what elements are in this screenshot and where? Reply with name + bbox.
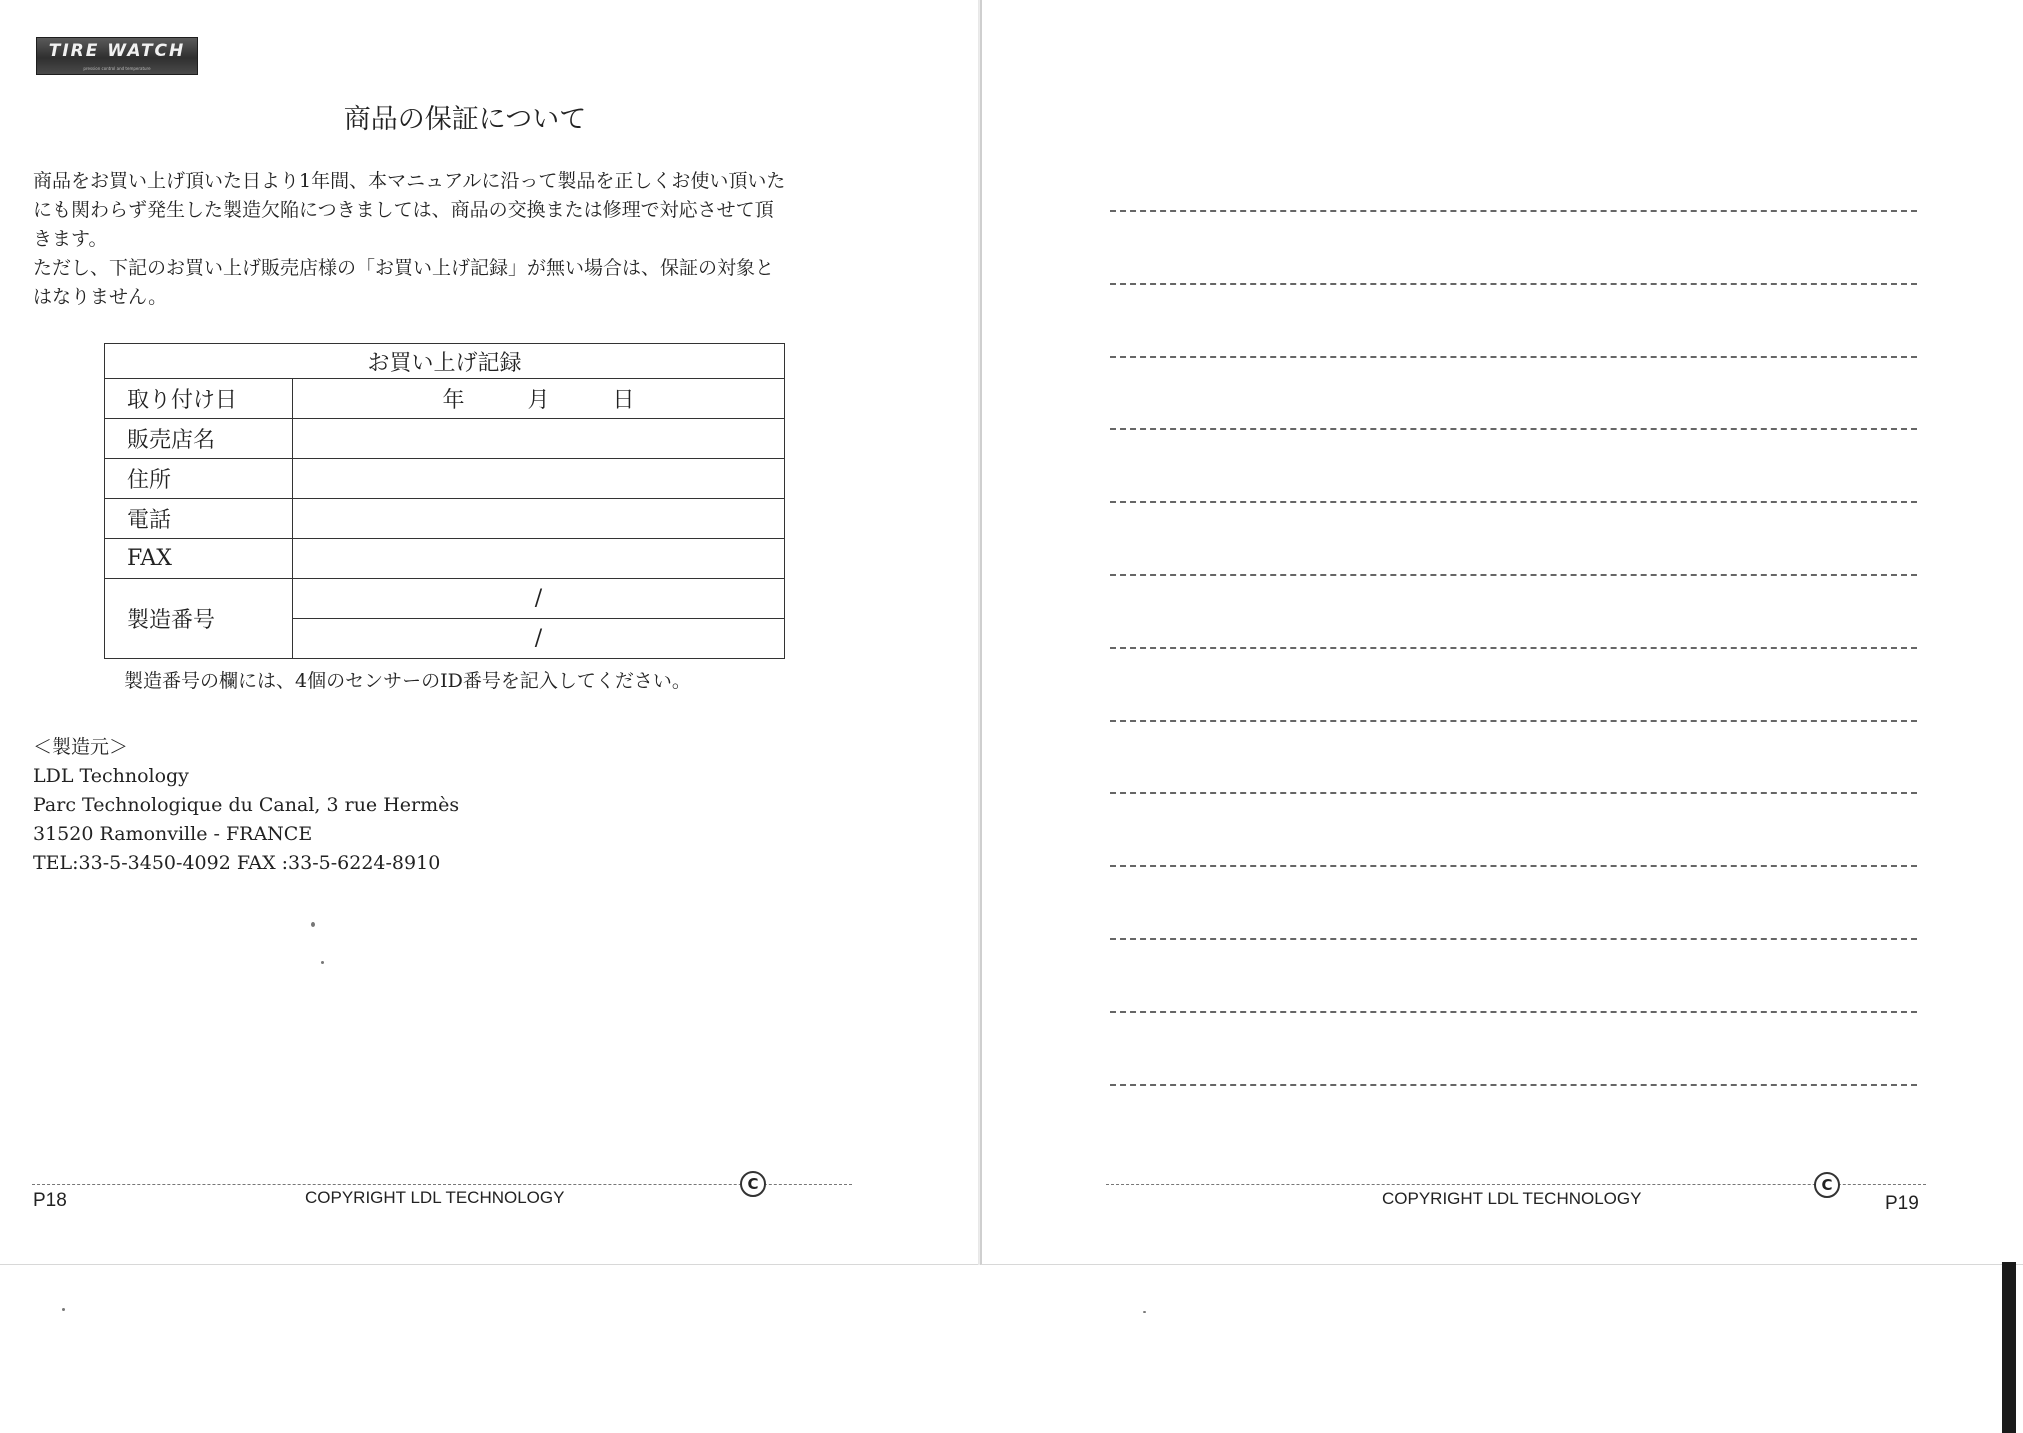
notes-line[interactable] [1110,1084,1917,1086]
store-name-field[interactable] [293,419,785,459]
serial-number-field-2[interactable]: / [293,619,785,659]
table-row [105,539,785,579]
warranty-intro [33,167,863,312]
manufacturer-address-2: 31520 Ramonville - FRANCE [33,823,313,845]
phone-field[interactable] [293,499,785,539]
intro-line: きます。 [33,228,108,250]
notes-line[interactable] [1110,938,1917,940]
scan-speck [62,1308,65,1311]
copyright-icon: C [740,1171,766,1197]
scan-speck [311,922,315,927]
scanner-edge-bar [2002,1262,2016,1433]
table-header-row [105,344,785,379]
page-number: P18 [33,1190,67,1211]
serial-number-field-1[interactable]: / [293,579,785,619]
notes-line[interactable] [1110,283,1917,285]
notes-line[interactable] [1110,1011,1917,1013]
day-label: 日 [612,388,635,413]
footer-rule [32,1184,852,1185]
notes-line[interactable] [1110,792,1917,794]
notes-line[interactable] [1110,574,1917,576]
copyright-icon: C [1814,1172,1840,1198]
table-row [105,459,785,499]
page-number: P19 [1885,1193,1919,1214]
notes-line[interactable] [1110,647,1917,649]
table-header: お買い上げ記録 [105,344,785,379]
table-row [105,419,785,459]
logo-text: TIRE WATCH [48,41,186,61]
copyright-text: COPYRIGHT LDL TECHNOLOGY [1382,1189,1642,1208]
scan-speck [321,961,324,964]
manufacturer-block [33,733,459,878]
fax-label: FAX [105,539,293,579]
intro-line: はなりません。 [33,286,168,308]
month-label: 月 [527,388,550,413]
notes-line[interactable] [1110,356,1917,358]
page-title: 商品の保証について [343,104,587,135]
footer-rule [1106,1184,1926,1185]
manufacturer-contact: TEL:33-5-3450-4092 FAX :33-5-6224-8910 [33,852,441,874]
install-date-label: 取り付け日 [105,379,293,419]
logo-tagline: pression control and temperature [83,66,151,71]
store-name-label: 販売店名 [105,419,293,459]
manufacturer-address-1: Parc Technologique du Canal, 3 rue Hermès [33,794,460,816]
notes-line[interactable] [1110,501,1917,503]
serial-number-label: 製造番号 [105,579,293,659]
intro-line: にも関わらず発生した製造欠陥につきましては、商品の交換または修理で対応させて頂 [33,199,774,221]
phone-label: 電話 [105,499,293,539]
intro-line: ただし、下記のお買い上げ販売店様の「お買い上げ記録」が無い場合は、保証の対象と [33,257,775,279]
year-label: 年 [442,388,465,413]
notes-line[interactable] [1110,210,1917,212]
copyright-text: COPYRIGHT LDL TECHNOLOGY [305,1188,565,1207]
notes-line[interactable] [1110,720,1917,722]
intro-line: 商品をお買い上げ頂いた日より1年間、本マニュアルに沿って製品を正しくお使い頂いた [33,170,786,192]
manufacturer-company: LDL Technology [33,765,189,787]
right-page [980,0,2023,1265]
address-field[interactable] [293,459,785,499]
tire-watch-logo [36,37,198,75]
scan-speck [1143,1311,1146,1313]
address-label: 住所 [105,459,293,499]
table-row [105,379,785,419]
left-page [0,0,978,1265]
notes-line[interactable] [1110,428,1917,430]
purchase-record-table [104,343,785,659]
table-row [105,499,785,539]
install-date-field[interactable] [293,379,785,419]
notes-line[interactable] [1110,865,1917,867]
fax-field[interactable] [293,539,785,579]
table-row [105,579,785,619]
serial-note: 製造番号の欄には、4個のセンサーのID番号を記入してください。 [124,670,691,692]
manufacturer-heading: ＜製造元＞ [33,736,129,758]
